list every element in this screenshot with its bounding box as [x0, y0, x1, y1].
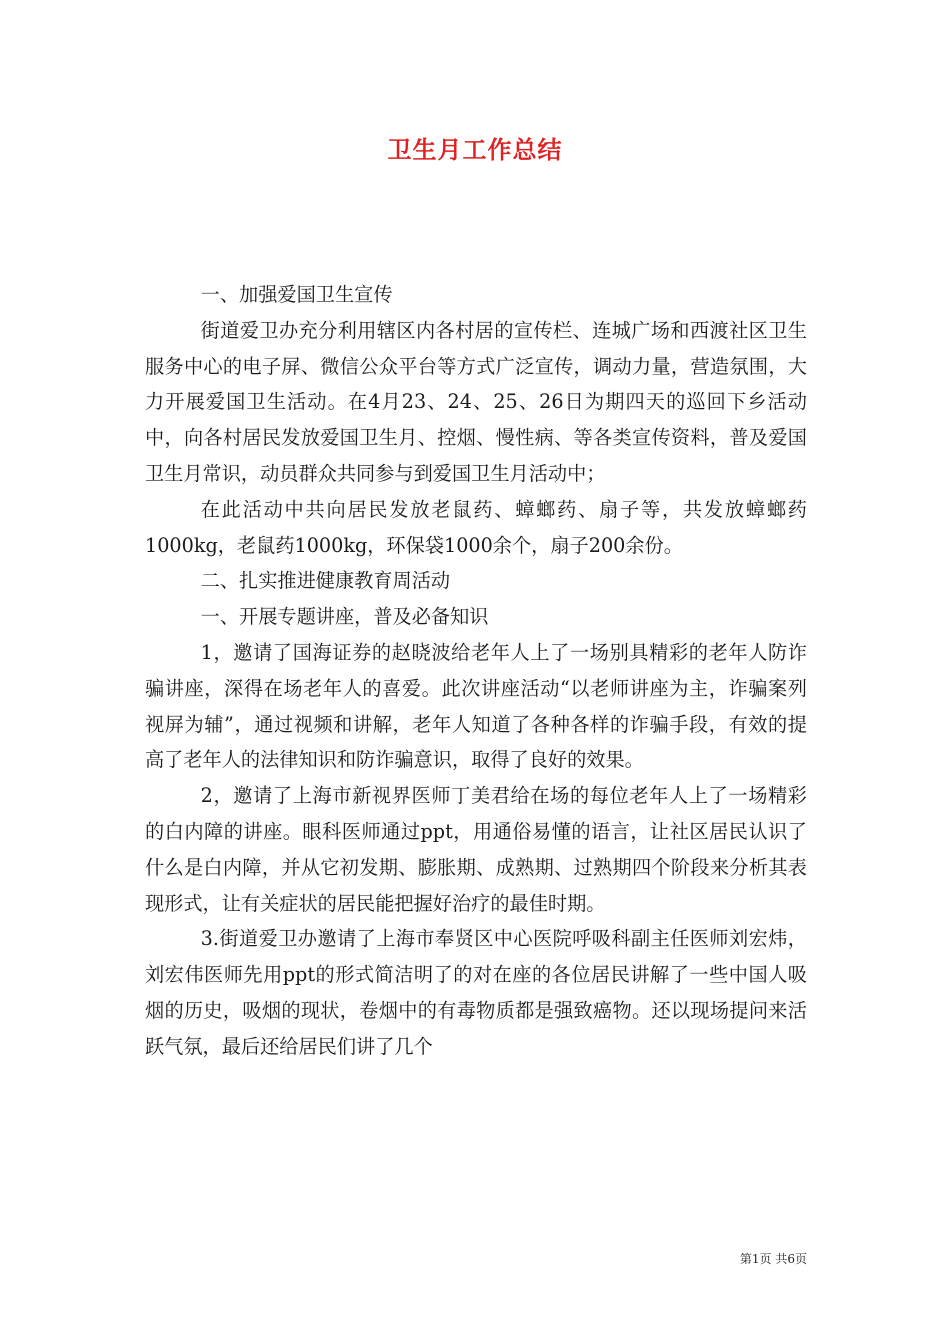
document-body: [145, 277, 807, 1065]
section-heading-2: 二、扎实推进健康教育周活动: [200, 569, 451, 593]
section-heading-1: 一、加强爱国卫生宣传: [200, 283, 393, 306]
subsection-heading: 一、开展专题讲座，普及必备知识: [200, 605, 489, 629]
paragraph: 1，邀请了国海证券的赵晓波给老年人上了一场别具精彩的老年人防诈骗讲座，深得在场老年人的喜爱。此次讲座活动“以老师讲座为主，诈骗案列视屏为辅”，通过视频和讲解，老年人知道了各种各样的诈骗手段，有效的提高了老年人的法律知识和防诈骗意识，取得了良好的效果。: [145, 640, 807, 772]
paragraph: 2，邀请了上海市新视界医师丁美君给在场的每位老年人上了一场精彩的白内障的讲座。眼科医师通过ppt，用通俗易懂的语言，让社区居民认识了什么是白内障，并从它初发期、膨胀期、成熟期、过熟期四个阶段来分析其表现形式，让有关症状的居民能把握好治疗的最佳时期。: [145, 784, 807, 915]
paragraph: 3.街道爱卫办邀请了上海市奉贤区中心医院呼吸科副主任医师刘宏炜，刘宏伟医师先用ppt的形式简洁明了的对在座的各位居民讲解了一些中国人吸烟的历史，吸烟的现状，卷烟中的有毒物质都是强致癌物。还以现场提问来活跃气氛，最后还给居民们讲了几个: [145, 927, 807, 1058]
paragraph: 街道爱卫办充分利用辖区内各村居的宣传栏、连城广场和西渡社区卫生服务中心的电子屏、微信公众平台等方式广泛宣传，调动力量，营造氛围，大力开展爱国卫生活动。在4月23、24、25、26日为期四天的巡回下乡活动中，向各村居民发放爱国卫生月、控烟、慢性病、等各类宣传资料，普及爱国卫生月常识，动员群众共同参与到爱国卫生月活动中；: [145, 318, 807, 485]
page-indicator: 第1页 共6页: [739, 1252, 807, 1266]
document-title: 卫生月工作总结: [387, 135, 563, 164]
paragraph: 在此活动中共向居民发放老鼠药、蟑螂药、扇子等，共发放蟑螂药1000kg，老鼠药1000kg，环保袋1000余个，扇子200余份。: [145, 497, 807, 557]
